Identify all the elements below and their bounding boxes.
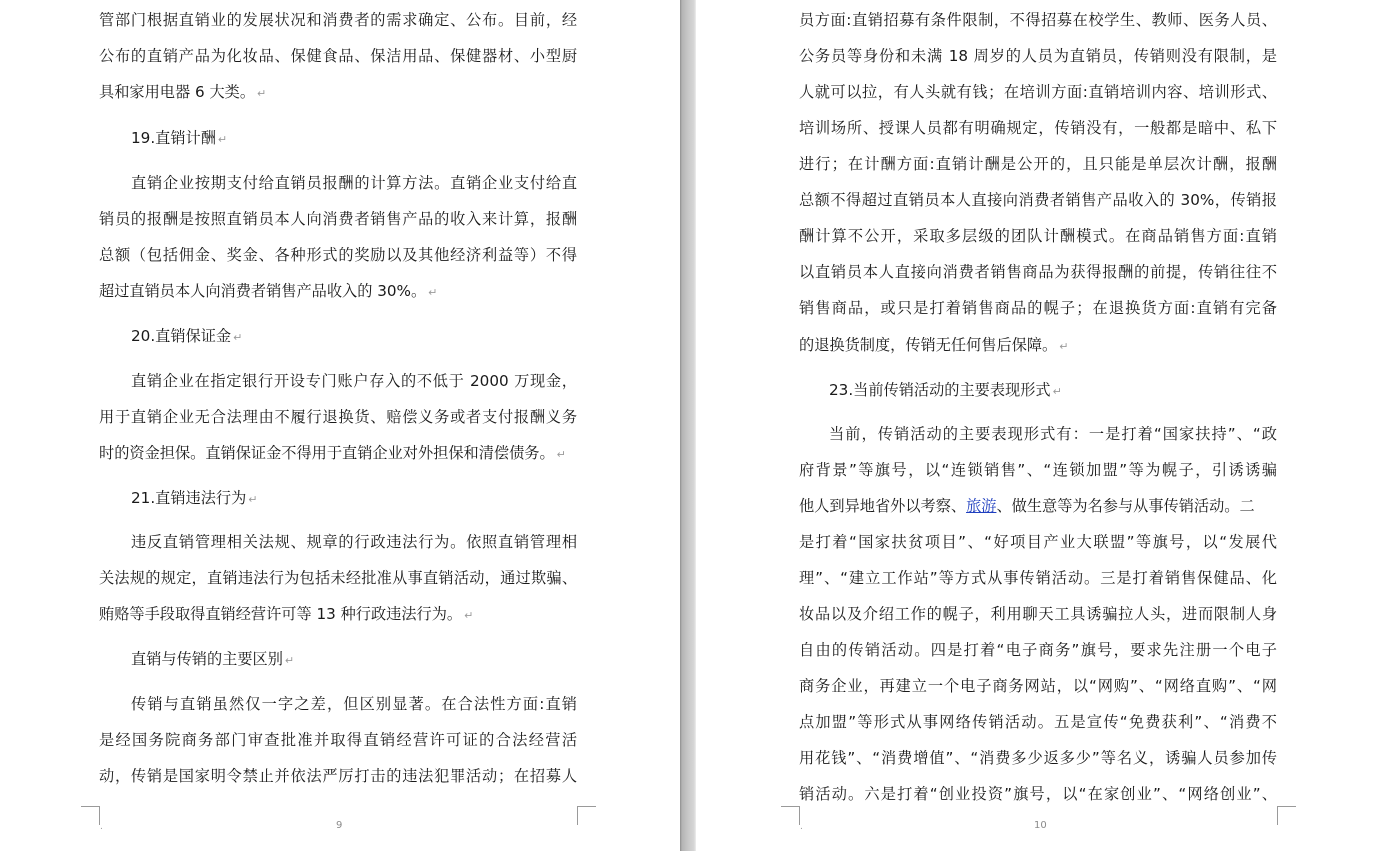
text-line: 管部门根据直销业的发展状况和消费者的需求确定、公布。目前，经 bbox=[99, 11, 577, 29]
text-line: 是经国务院商务部门审查批准并取得直销经营许可证的合法经营活 bbox=[99, 731, 577, 749]
text-line: 公布的直销产品为化妆品、保健食品、保洁用品、保健器材、小型厨 bbox=[99, 47, 577, 65]
text-line: 人就可以拉，有人头就有钱；在培训方面:直销培训内容、培训形式、 bbox=[799, 83, 1277, 101]
page-divider bbox=[680, 0, 696, 851]
footer-mark: . bbox=[800, 822, 803, 832]
section-heading: 19.直销计酬 ↵ bbox=[131, 129, 228, 147]
text-line: 自由的传销活动。四是打着“电子商务”旗号，要求先注册一个电子 bbox=[799, 641, 1277, 659]
text-line: 销员的报酬是按照直销员本人向消费者销售产品的收入来计算，报酬 bbox=[99, 210, 577, 228]
text-line: 培训场所、授课人员都有明确规定，传销没有，一般都是暗中、私下 bbox=[799, 119, 1277, 137]
page-number: 9 bbox=[336, 820, 343, 831]
paragraph-mark-icon: ↵ bbox=[284, 654, 295, 667]
text-line: 时的资金担保。直销保证金不得用于直销企业对外担保和清偿债务。 ↵ bbox=[99, 444, 566, 462]
text-line: 点加盟”等形式从事网络传销活动。五是宣传“免费获利”、“消费不 bbox=[799, 713, 1277, 731]
text-line: 具和家用电器 6 大类。 ↵ bbox=[99, 83, 267, 101]
text-line: 动，传销是国家明令禁止并依法严厉打击的违法犯罪活动；在招募人 bbox=[99, 767, 577, 785]
page-corner-mark bbox=[781, 806, 800, 825]
paragraph-mark-icon: ↵ bbox=[257, 87, 267, 100]
paragraph-mark-icon: ↵ bbox=[248, 493, 258, 506]
section-heading: 21.直销违法行为 ↵ bbox=[131, 489, 258, 507]
text-line: 贿赂等手段取得直销经营许可等 13 种行政违法行为。 ↵ bbox=[99, 605, 474, 623]
text-line: 以直销员本人直接向消费者销售商品为获得报酬的前提，传销往往不 bbox=[799, 263, 1277, 281]
text-line: 用花钱”、“消费增值”、“消费多少返多少”等名义，诱骗人员参加传 bbox=[799, 749, 1277, 767]
paragraph-mark-icon: ↵ bbox=[233, 331, 243, 344]
text-line: 的退换货制度，传销无任何售后保障。 ↵ bbox=[799, 336, 1069, 354]
text-line: 销售商品，或只是打着销售商品的幌子；在退换货方面:直销有完备 bbox=[799, 299, 1277, 317]
text-line: 商务企业，再建立一个电子商务网站，以“网购”、“网络直购”、“网 bbox=[799, 677, 1277, 695]
paragraph-mark-icon: ↵ bbox=[556, 448, 566, 461]
text-line: 总额（包括佣金、奖金、各种形式的奖励以及其他经济利益等）不得 bbox=[99, 246, 577, 264]
document-page-10 bbox=[696, 0, 1376, 851]
page-corner-mark bbox=[1277, 806, 1296, 825]
text-line: 总额不得超过直销员本人直接向消费者销售产品收入的 30%，传销报 bbox=[799, 191, 1277, 209]
travel-link[interactable]: 旅游 bbox=[966, 497, 997, 515]
section-heading: 23.当前传销活动的主要表现形式 ↵ bbox=[829, 381, 1062, 399]
text-line: 妆品以及介绍工作的幌子，利用聊天工具诱骗拉人头，进而限制人身 bbox=[799, 605, 1277, 623]
text-line: 进行；在计酬方面:直销计酬是公开的，且只能是单层次计酬，报酬 bbox=[799, 155, 1277, 173]
section-heading: 20.直销保证金 ↵ bbox=[131, 327, 243, 345]
text-line: 府背景”等旗号，以“连锁销售”、“连锁加盟”等为幌子，引诱诱骗 bbox=[799, 461, 1277, 479]
text-line: 传销与直销虽然仅一字之差，但区别显著。在合法性方面:直销 bbox=[131, 695, 577, 713]
paragraph-mark-icon: ↵ bbox=[217, 133, 228, 146]
footer-mark: . bbox=[100, 822, 103, 832]
paragraph-mark-icon: ↵ bbox=[464, 609, 474, 622]
page-corner-mark bbox=[577, 806, 596, 825]
text-line: 员方面:直销招募有条件限制，不得招募在校学生、教师、医务人员、 bbox=[799, 11, 1277, 29]
paragraph-mark-icon: ↵ bbox=[428, 286, 438, 299]
document-page-9 bbox=[0, 0, 680, 851]
text-line: 超过直销员本人向消费者销售产品收入的 30%。 ↵ bbox=[99, 282, 438, 300]
text-line: 用于直销企业无合法理由不履行退换货、赔偿义务或者支付报酬义务 bbox=[99, 408, 577, 426]
text-line: 直销企业按期支付给直销员报酬的计算方法。直销企业支付给直 bbox=[131, 174, 577, 192]
text-line: 酬计算不公开，采取多层级的团队计酬模式。在商品销售方面:直销 bbox=[799, 227, 1277, 245]
text-line: 他人到异地省外以考察、 旅游 、做生意等为名参与从事传销活动。二 bbox=[799, 497, 1255, 515]
text-line: 直销企业在指定银行开设专门账户存入的不低于 2000 万现金， bbox=[131, 372, 577, 390]
text-line: 理”、“建立工作站”等方式从事传销活动。三是打着销售保健品、化 bbox=[799, 569, 1277, 587]
text-line: 销活动。六是打着“创业投资”旗号，以“在家创业”、“网络创业”、 bbox=[799, 785, 1277, 803]
paragraph-mark-icon: ↵ bbox=[1059, 340, 1069, 353]
page-corner-mark bbox=[81, 806, 100, 825]
text-line: 是打着“国家扶贫项目”、“好项目产业大联盟”等旗号，以“发展代 bbox=[799, 533, 1277, 551]
section-heading: 直销与传销的主要区别 ↵ bbox=[131, 650, 295, 668]
paragraph-mark-icon: ↵ bbox=[1052, 385, 1062, 398]
text-line: 当前，传销活动的主要表现形式有：一是打着“国家扶持”、“政 bbox=[829, 425, 1277, 443]
text-line: 关法规的规定，直销违法行为包括未经批准从事直销活动，通过欺骗、 bbox=[99, 569, 577, 587]
page-number: 10 bbox=[1034, 820, 1047, 831]
text-line: 公务员等身份和未满 18 周岁的人员为直销员，传销则没有限制，是 bbox=[799, 47, 1277, 65]
text-line: 违反直销管理相关法规、规章的行政违法行为。依照直销管理相 bbox=[131, 533, 577, 551]
